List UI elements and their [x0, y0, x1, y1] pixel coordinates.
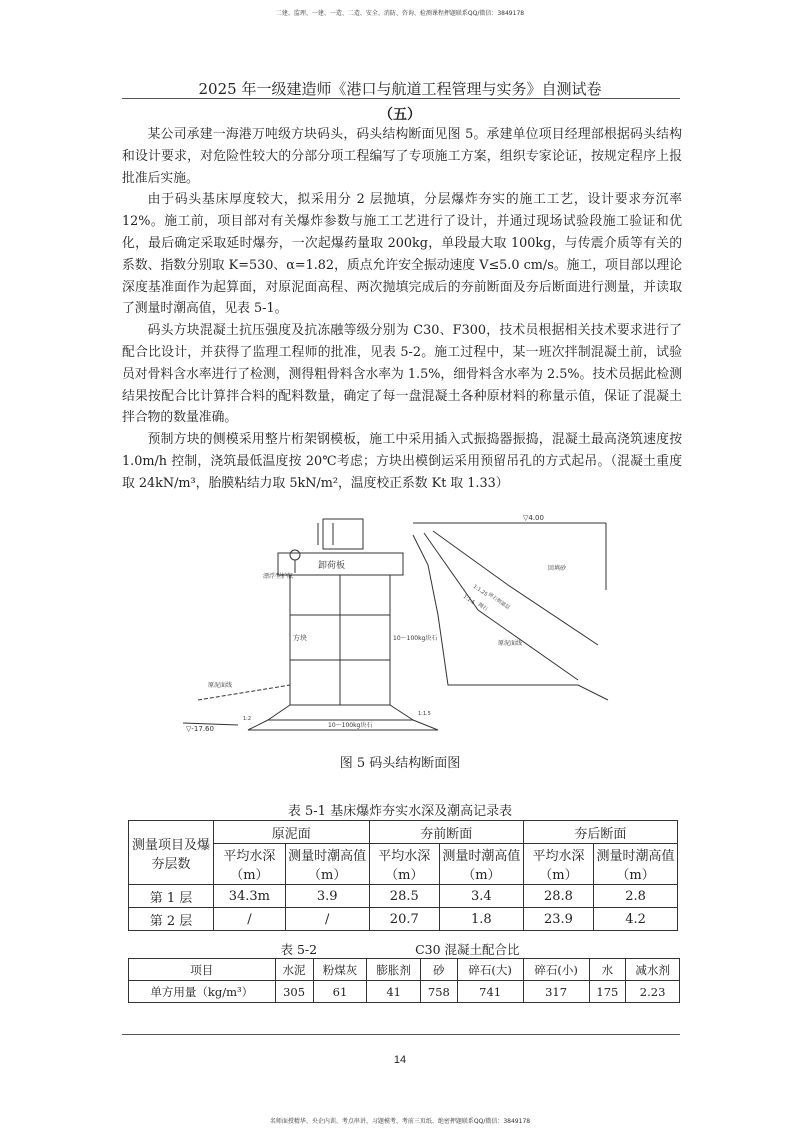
table-row: [129, 885, 678, 908]
header-divider: [122, 98, 680, 99]
fig-label-backfill-sand: 回填砂: [548, 565, 567, 572]
table1-title: 表 5-1 基床爆炸夯实水深及潮高记录表: [287, 804, 513, 819]
table-row: [129, 908, 678, 931]
table2-header: 水: [589, 959, 626, 981]
table-cell: 2.8: [594, 885, 678, 908]
table1-sub-tide: 测量时潮高值（m）: [439, 844, 523, 885]
question-body: [122, 124, 682, 495]
table-cell: 20.7: [369, 908, 439, 931]
table-cell: 28.8: [523, 885, 593, 908]
table1-sub-tide: 测量时潮高值（m）: [594, 844, 678, 885]
table-cell: 第 2 层: [129, 908, 214, 931]
paragraph-1: 某公司承建一海港万吨级方块码头，码头结构断面见图 5。承建单位项目经理部根据码头结构和设计要求，对危险性较大的分部分项工程编写了专项施工方案，组织专家论证，按规定程序上报批准后实施。: [122, 127, 682, 186]
figure-caption: 图 5 码头结构断面图: [339, 756, 461, 771]
table2-title-number: 表 5-2: [280, 942, 318, 957]
table-cell: 175: [589, 981, 626, 1003]
table-row: [129, 981, 680, 1003]
table-cell: 41: [367, 981, 421, 1003]
section-title: （五）: [379, 107, 421, 123]
table2-header: 砂: [421, 959, 458, 981]
table2-header: 膨胀剂: [367, 959, 421, 981]
table2-header: 减水剂: [626, 959, 680, 981]
table1-sub-tide: 测量时潮高值（m）: [285, 844, 369, 885]
table-cell: 61: [313, 981, 367, 1003]
table-5-1: [128, 820, 678, 931]
table-cell: 3.4: [439, 885, 523, 908]
fig-label-top-elev: ▽4.00: [523, 514, 544, 522]
fig-label-filter-layer: 碎石倒滤层: [486, 591, 511, 611]
table-header-row: [129, 959, 680, 981]
table1-group-original: 原泥面: [214, 821, 370, 844]
table-cell: 741: [457, 981, 523, 1003]
paragraph-3: 码头方块混凝土抗压强度及抗冻融等级分别为 C30、F300，技术员根据相关技术要求进行了配合比设计，并获得了监理工程师的批准，见表 5-2。施工过程中，某一班次拌制混凝土前，试验员对骨料含水率进行了检测，测得粗骨料含水率为 1.5%，细骨料含水率为 2.5%。技术员据此检测结果按配合比计算拌合料的配料数量，确定了每一盘混凝土各种原材料的称量示值，保证了混凝土拌合物的数量准确。: [122, 323, 682, 426]
table-cell: 单方用量（kg/m³）: [129, 981, 276, 1003]
wharf-section-figure: [178, 505, 618, 735]
table-cell: 758: [421, 981, 458, 1003]
table-cell: 3.9: [285, 885, 369, 908]
table-cell: 23.9: [523, 908, 593, 931]
table1-sub-depth: 平均水深（m）: [369, 844, 439, 885]
fig-label-slope2: 1:1.5: [461, 593, 476, 606]
table1-group-after: 夯后断面: [523, 821, 677, 844]
fig-label-slope-left: 1:2: [243, 716, 252, 722]
fig-label-riprap: 抛石: [476, 601, 489, 613]
table2-header: 水泥: [275, 959, 313, 981]
fig-label-stone-base: 10～100kg块石: [328, 722, 373, 729]
table-cell: /: [285, 908, 369, 931]
table1-sub-depth: 平均水深（m）: [214, 844, 286, 885]
page-header-title: 2025 年一级建造师《港口与航道工程管理与实务》自测试卷: [198, 80, 602, 98]
table2-header: 碎石(小): [523, 959, 589, 981]
table-cell: 317: [523, 981, 589, 1003]
fig-label-block: 方块: [293, 634, 307, 642]
table-cell: 28.5: [369, 885, 439, 908]
fig-label-bottom-elev: ▽-17.60: [186, 725, 214, 733]
table-cell: 第 1 层: [129, 885, 214, 908]
paragraph-4: 预制方块的侧模采用整片桁架钢模板，施工中采用插入式振捣器振捣，混凝土最高浇筑速度按 1.0m/h 控制，浇筑最低温度按 20℃考虑；方块出模倒运采用预留吊孔的方式起吊。（混凝土重度取 24kN/m³，胎膜粘结力取 5kN/m²，温度校正系数 Kt 取 1.33）: [122, 432, 682, 491]
table-cell: /: [214, 908, 286, 931]
table-cell: 4.2: [594, 908, 678, 931]
fig-label-mud-line-right: 原泥面线: [498, 640, 523, 647]
fig-label-slope1: 1:1.25: [471, 583, 489, 598]
fig-label-mud-line-left: 原泥面线: [208, 682, 233, 689]
table2-title-text: C30 混凝土配合比: [415, 942, 520, 957]
bottom-watermark-note: 名师面授精华、央企内训、考点串讲、习题模考、考前三页纸、绝密押题联系QQ/微信：3849178: [269, 1118, 531, 1125]
table-cell: 1.8: [439, 908, 523, 931]
top-watermark-note: 二建、监理、一建、一造、二造、安全、消防、咨询、检测课程押题联系QQ/微信：3849178: [275, 10, 525, 17]
fig-label-cap-slab: 卸荷板: [318, 561, 346, 571]
table-cell: 2.23: [626, 981, 680, 1003]
table-cell: 34.3m: [214, 885, 286, 908]
table2-header: 碎石(大): [457, 959, 523, 981]
paragraph-2: 由于码头基床厚度较大，拟采用分 2 层抛填，分层爆炸夯实的施工工艺，设计要求夯沉率 12%。施工前，项目部对有关爆炸参数与施工工艺进行了设计，并通过现场试验段施工验证和优化，最后确定采取延时爆夯，一次起爆药量取 200kg，单段最大取 100kg，与传震介质等有关的系数、指数分别取 K=530、α=1.82，质点允许安全振动速度 V≤5.0 cm/s。施工，项目部以理论深度基准面作为起算面，对原泥面高程、两次抛填完成后的夯前断面及夯后断面进行测量，并读取了测量时潮高值，见表 5-1。: [122, 192, 682, 317]
table-cell: 305: [275, 981, 313, 1003]
fig-label-guardrail: 漂浮型护舷: [263, 573, 294, 580]
fig-label-stone-main: 10～100kg块石: [393, 635, 438, 642]
table1-row-header: 测量项目及爆夯层数: [129, 821, 214, 885]
table2-header: 项目: [129, 959, 276, 981]
footer-divider: [122, 1034, 680, 1035]
table-5-2: [128, 958, 680, 1003]
table2-header: 粉煤灰: [313, 959, 367, 981]
table1-sub-depth: 平均水深（m）: [523, 844, 593, 885]
table1-group-before: 夯前断面: [369, 821, 523, 844]
page-number: 14: [393, 1054, 407, 1066]
fig-label-slope-toe: 1:1.5: [418, 711, 431, 717]
table2-title: [0, 940, 800, 958]
